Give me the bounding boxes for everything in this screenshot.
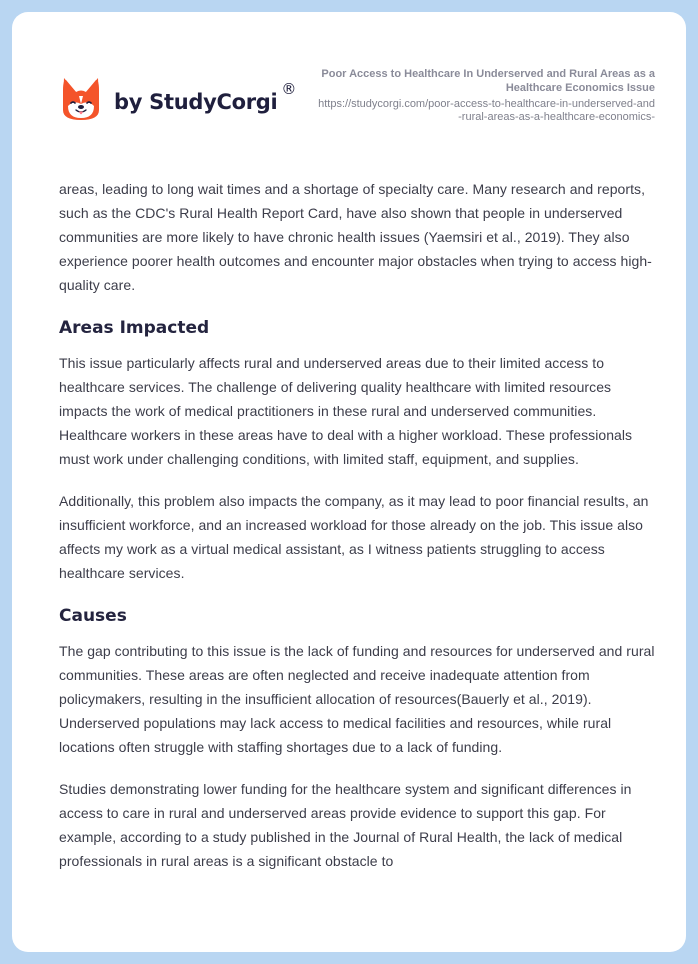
paragraph: This issue particularly affects rural and underserved areas due to their limited access to healthcare services. The challenge of delivering quality healthcare with limited resources impacts the work of medical practitioners in these rural and underserved communities. Healthcare workers in these areas have to deal with a higher workload. These professionals must work under challenging conditions, with limited staff, equipment, and supplies. <box>59 355 633 467</box>
studycorgi-logo[interactable] <box>60 76 296 122</box>
paragraph: Additionally, this problem also impacts the company, as it may lead to poor financial results, an insufficient workforce, and an increased workload for those already on the job. This issue also affects my work as a virtual medical assistant, as I witness patients struggling to access healthcare services. <box>59 493 649 581</box>
logo-text: by StudyCorgi <box>114 90 278 114</box>
paragraph: The gap contributing to this issue is the lack of funding and resources for underserved and rural communities. These areas are often neglected and receive inadequate attention from policymakers, resulting in the insufficient allocation of resources(Bauerly et al., 2019). Underserved populations may lack access to medical facilities and resources, while rural locations often struggle with staffing shortages due to a lack of funding. <box>59 643 655 755</box>
article-body <box>59 177 659 891</box>
document-meta <box>315 67 655 124</box>
intro-paragraph: areas, leading to long wait times and a shortage of specialty care. Many research and reports, such as the CDC's Rural Health Report Card, have also shown that people in underserved communities are more likely to have chronic health issues (Yaemsiri et al., 2019). They also experience poorer health outcomes and encounter major obstacles when trying to access high-quality care. <box>59 181 652 293</box>
section-heading-areas-impacted: Areas Impacted <box>59 318 210 338</box>
document-page <box>12 12 686 952</box>
registered-mark: ® <box>281 80 297 98</box>
paragraph: Studies demonstrating lower funding for the healthcare system and significant differences in access to care in rural and underserved areas provide evidence to support this gap. For example, according to a study published in the Journal of Rural Health, the lack of medical professionals in rural areas is a significant obstacle to <box>59 781 632 869</box>
corgi-logo-icon <box>60 76 102 122</box>
page-header <box>12 12 686 162</box>
document-url[interactable]: https://studycorgi.com/poor-access-to-healthcare-in-underserved-and-rural-areas-as-a-healthcare-economics- <box>318 98 655 123</box>
document-title: Poor Access to Healthcare In Underserved and Rural Areas as a Healthcare Economics Issue <box>321 68 655 94</box>
section-heading-causes: Causes <box>59 606 127 626</box>
